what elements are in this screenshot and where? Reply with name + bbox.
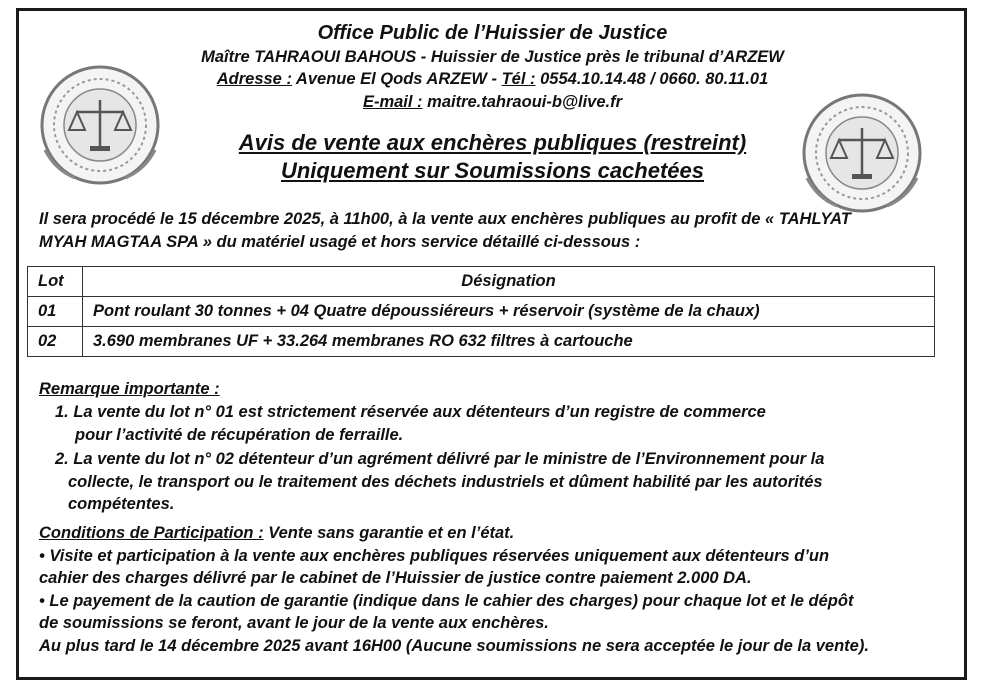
lot-designation: Pont roulant 30 tonnes + 04 Quatre dépoussiéreurs + réservoir (système de la chaux) [83, 297, 935, 327]
condition-bullet2-line1: • Le payement de la caution de garantie (indique dans le cahier des charges) pour chaque lot et le dépôt [39, 592, 854, 610]
remarque-item1-line1: 1. La vente du lot n° 01 est strictement réservée aux détenteurs d’un registre de commerce [55, 403, 766, 421]
conditions-heading-suffix: Vente sans garantie et en l’état. [268, 524, 515, 542]
remarque-heading: Remarque importante : [39, 380, 220, 398]
remarque-item2-line3: compétentes. [68, 495, 175, 513]
table-row [28, 327, 935, 357]
remarque-item1-line2: pour l’activité de récupération de ferraille. [75, 426, 404, 444]
email-line [0, 93, 985, 112]
col-designation-header: Désignation [83, 267, 935, 297]
intro-line2: MYAH MAGTAA SPA » du matériel usagé et hors service détaillé ci-dessous : [39, 233, 641, 251]
intro-line1: Il sera procédé le 15 décembre 2025, à 11h00, à la vente aux enchères publiques au profit de « TAHLYAT [39, 210, 851, 228]
condition-bullet1-line2: cahier des charges délivré par le cabinet de l’Huissier de justice contre paiement 2.000 DA. [39, 569, 752, 587]
remarque-item2-line2: collecte, le transport ou le traitement des déchets industriels et dûment habilité par les autorités [68, 473, 823, 491]
conditions-heading: Conditions de Participation : [39, 524, 264, 542]
email-label: E-mail : [362, 93, 423, 111]
lot-number: 02 [28, 327, 83, 357]
tel-label: Tél : [501, 70, 536, 88]
conditions-heading-line [39, 524, 514, 543]
email-value: maitre.tahraoui-b@live.fr [427, 93, 623, 111]
notice-title-line2: Uniquement sur Soumissions cachetées [280, 158, 705, 183]
lots-table [27, 266, 935, 357]
remarque-item2-line1: 2. La vente du lot n° 02 détenteur d’un agrément délivré par le ministre de l’Environnement pour la [55, 450, 825, 468]
condition-bullet2-line2: de soumissions se feront, avant le jour de la vente aux enchères. [39, 614, 549, 632]
table-header-row [28, 267, 935, 297]
notice-title-line1: Avis de vente aux enchères publiques (restreint) [238, 130, 747, 155]
condition-bullet1-line1: • Visite et participation à la vente aux enchères publiques réservées uniquement aux détenteurs d’un [39, 547, 830, 565]
deadline-line: Au plus tard le 14 décembre 2025 avant 16H00 (Aucune soumissions ne sera acceptée le jour de la vente). [39, 637, 869, 655]
address-line [0, 70, 985, 89]
lot-designation: 3.690 membranes UF + 33.264 membranes RO 632 filtres à cartouche [83, 327, 935, 357]
office-title: Office Public de l’Huissier de Justice [317, 22, 668, 44]
adresse-value: Avenue El Qods ARZEW - [295, 70, 497, 88]
tel-value: 0554.10.14.48 / 0660. 80.11.01 [540, 70, 769, 88]
col-lot-header: Lot [28, 267, 83, 297]
adresse-label: Adresse : [216, 70, 292, 88]
lot-number: 01 [28, 297, 83, 327]
table-row [28, 297, 935, 327]
maitre-line: Maître TAHRAOUI BAHOUS - Huissier de Justice près le tribunal d’ARZEW [201, 48, 784, 66]
